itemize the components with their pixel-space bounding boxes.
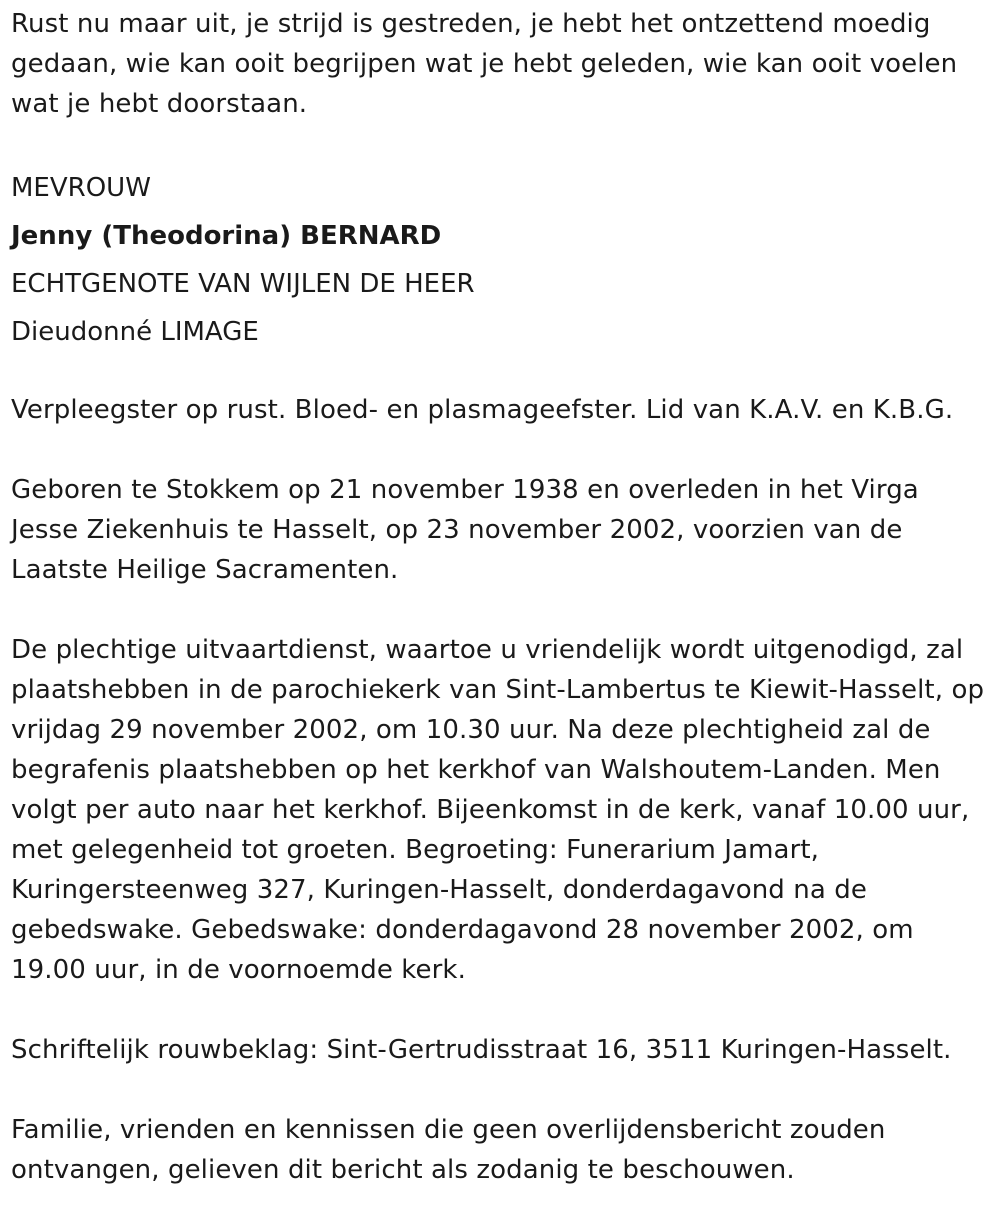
occupation-paragraph: Verpleegster op rust. Bloed- en plasmageefster. Lid van K.A.V. en K.B.G. bbox=[11, 395, 954, 425]
spacer bbox=[11, 1070, 988, 1110]
deceased-name: Jenny (Theodorina) BERNARD bbox=[11, 221, 442, 251]
funeral-paragraph: De plechtige uitvaartdienst, waartoe u vriendelijk wordt uitgenodigd, zal plaatshebben in de parochiekerk van Sint-Lambertus te Kiewit-Hasselt, op vrijdag 29 november 2002, om 10.30 uur. Na deze plechtigheid zal de begrafenis plaatshebben op het kerkhof van Walshoutem-Landen. Men volgt per auto naar het kerkhof. Bijeenkomst in de kerk, vanaf 10.00 uur, met gelegenheid tot groeten. Begroeting: Funerarium Jamart, Kuringersteenweg 327, Kuringen-Hasselt, donderdagavond na de gebedswake. Gebedswake: donderdagavond 28 november 2002, om 19.00 uur, in de voornoemde kerk. bbox=[11, 635, 985, 985]
title-mevrouw: MEVROUW bbox=[11, 173, 151, 203]
birth-death-paragraph: Geboren te Stokkem op 21 november 1938 en overleden in het Virga Jesse Ziekenhuis te Hasselt, op 23 november 2002, voorzien van de Laatste Heilige Sacramenten. bbox=[11, 475, 919, 585]
spacer bbox=[11, 124, 988, 164]
spouse-label: ECHTGENOTE VAN WIJLEN DE HEER bbox=[11, 269, 475, 299]
spacer bbox=[11, 430, 988, 470]
spacer bbox=[11, 356, 988, 390]
spacer bbox=[11, 990, 988, 1030]
notice-paragraph: Familie, vrienden en kennissen die geen overlijdensbericht zouden ontvangen, gelieven dit bericht als zodanig te beschouwen. bbox=[11, 1115, 886, 1185]
poem-paragraph: Rust nu maar uit, je strijd is gestreden, je hebt het ontzettend moedig gedaan, wie kan ooit begrijpen wat je hebt geleden, wie kan ooit voelen wat je hebt doorstaan. bbox=[11, 9, 958, 119]
spacer bbox=[11, 590, 988, 630]
condolences-paragraph: Schriftelijk rouwbeklag: Sint-Gertrudisstraat 16, 3511 Kuringen-Hasselt. bbox=[11, 1035, 952, 1065]
spouse-name: Dieudonné LIMAGE bbox=[11, 317, 259, 347]
